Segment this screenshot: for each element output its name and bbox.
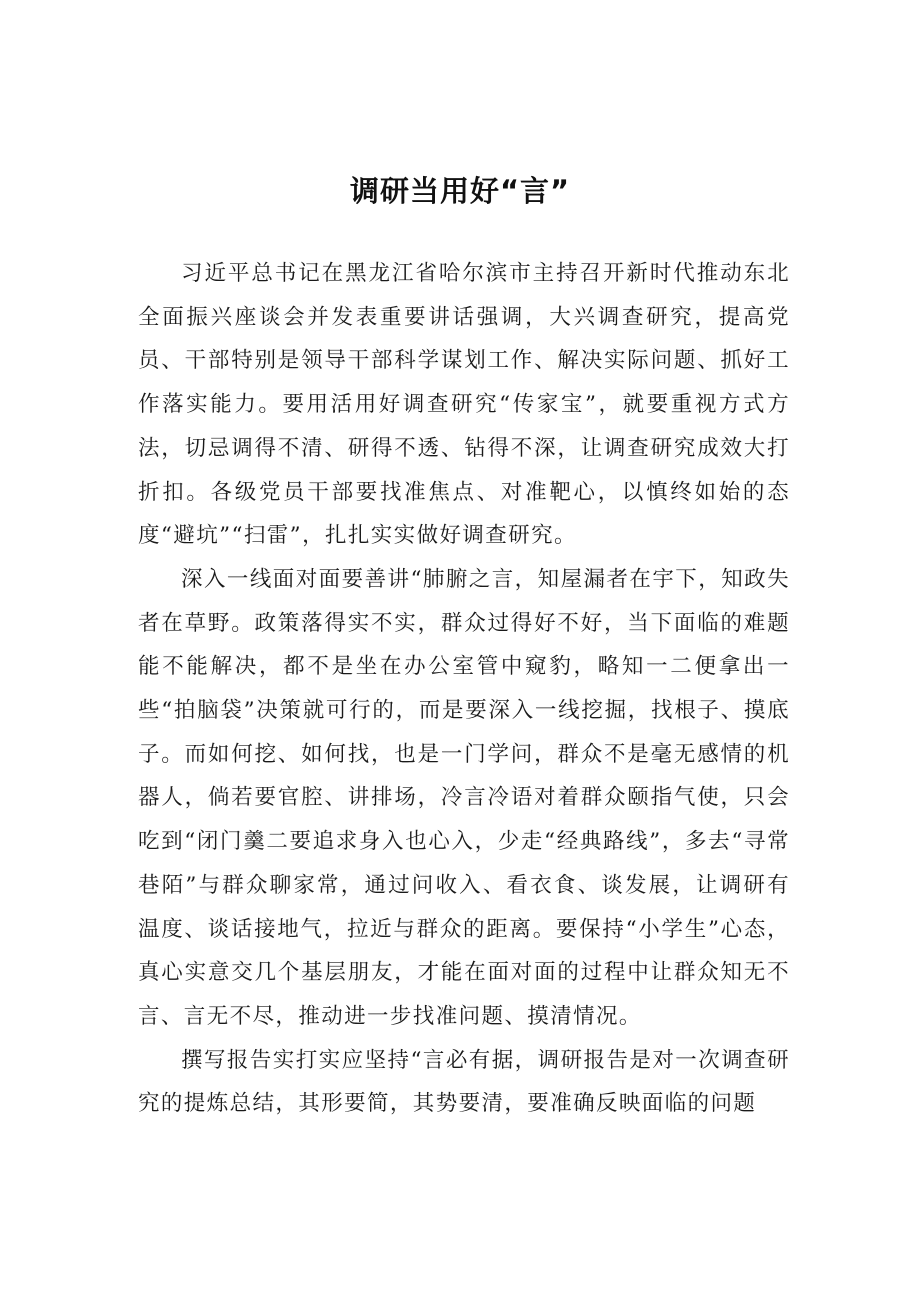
document-title: 调研当用好“言” — [349, 174, 571, 209]
paragraph-1: 习近平总书记在黑龙江省哈尔滨市主持召开新时代推动东北全面振兴座谈会并发表重要讲话强调，大兴调查研究，提高党员、干部特别是领导干部科学谋划工作、解决实际问题、抓好工作落实能力。要用活用好调查研究“传家宝”，就要重视方式方法，切忌调得不清、研得不透、钻得不深，让调查研究成效大打折扣。各级党员干部要找准焦点、对准靶心，以慎终如始的态度“避坑”“扫雷”，扎扎实实做好调查研究。 — [138, 261, 790, 549]
paragraph-2: 深入一线面对面要善讲“肺腑之言，知屋漏者在宇下，知政失者在草野。政策落得实不实，群众过得好不好，当下面临的难题能不能解决，都不是坐在办公室管中窥豹，略知一二便拿出一些“拍脑袋”决策就可行的，而是要深入一线挖掘，找根子、摸底子。而如何挖、如何找，也是一门学问，群众不是毫无感情的机器人，倘若要官腔、讲排场，冷言冷语对着群众颐指气使，只会吃到“闭门羹二要追求身入也心入，少走“经典路线”，多去“寻常巷陌”与群众聊家常，通过问收入、看衣食、谈发展，让调研有温度、谈话接地气，拉近与群众的距离。要保持“小学生”心态，真心实意交几个基层朋友，才能在面对面的过程中让群众知无不言、言无不尽，推动进一步找准问题、摸清情况。 — [138, 566, 790, 1029]
paragraph-3: 撰写报告实打实应坚持“言必有据，调研报告是对一次调查研究的提炼总结，其形要简，其势要清，要准确反映面临的问题 — [138, 1047, 790, 1117]
document-body — [138, 252, 790, 1126]
